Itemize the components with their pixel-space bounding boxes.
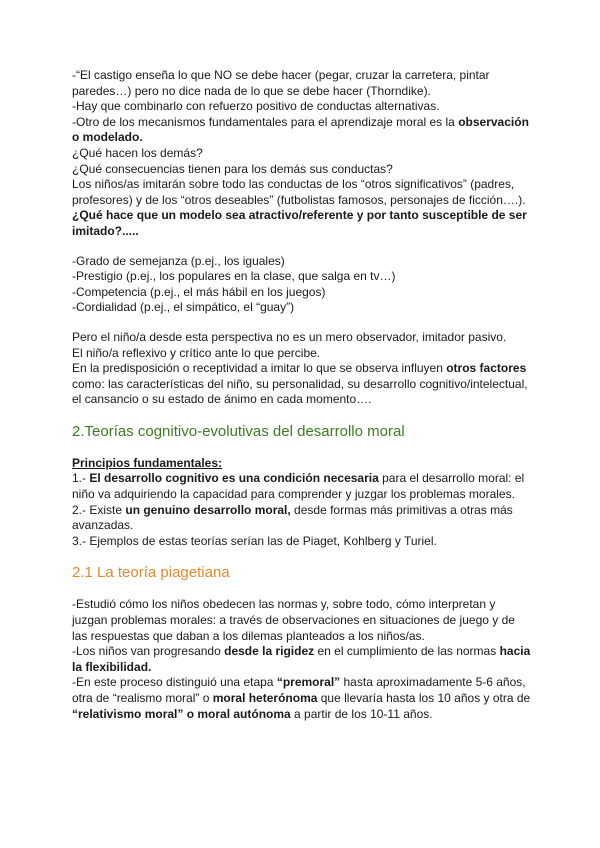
- text-pg2-a: -Los niños van progresando: [72, 644, 225, 659]
- text-pg3-a: -En este proceso distinguió una etapa: [72, 675, 277, 690]
- paragraph-estudio: -Estudió cómo los niños obedecen las normas y, sobre todo, cómo interpretan y juzgan problemas morales: a través de observaciones en situaciones de juego y de las respuestas que daban a los dilemas planteados a los niños/as.: [72, 597, 515, 643]
- bold-pr2: un genuino desarrollo moral,: [125, 502, 291, 517]
- bold-otros-factores: otros factores: [446, 361, 527, 376]
- list-item-cordialidad: -Cordialidad (p.ej., el simpático, el “guay”): [72, 300, 295, 315]
- text-pg3-e: que llevaría hasta los 10 años y otra de: [317, 691, 531, 705]
- section-heading-piagetiana: 2.1 La teoría piagetiana: [72, 564, 230, 582]
- bold-flexibilidad: hacia la flexibilidad.: [72, 644, 531, 674]
- paragraph-imitaran: [72, 177, 532, 239]
- text-caracteristicas: como: las características del niño, su personalidad, su desarrollo cognitivo/intelectual, el cansancio o su estado de ánimo en cada momento….: [72, 376, 528, 407]
- subheading-principios: Principios fundamentales:: [72, 455, 223, 470]
- paragraph-castigo: -“El castigo enseña lo que NO se debe hacer (pegar, cruzar la carretera, pintar paredes…) pero no dice nada de lo que se debe hacer (Thorndike).: [72, 68, 490, 98]
- text-pg3-c: hasta aproximadamente 5-6 años, otra de “realismo moral” o: [72, 675, 526, 705]
- bold-pr1: El desarrollo cognitivo es una condición necesaria: [89, 471, 379, 486]
- paragraph-refuerzo: -Hay que combinarlo con refuerzo positivo de conductas alternativas.: [72, 99, 440, 114]
- text-pg2-c: en el cumplimiento de las normas: [314, 644, 500, 659]
- question-consecuencias: ¿Qué consecuencias tienen para los demás sus conductas?: [72, 161, 393, 176]
- text-pr2-num: 2.- Existe: [72, 502, 126, 517]
- bold-modelo-atractivo: ¿Qué hace que un modelo sea atractivo/referente y por tanto susceptible de ser imitado?.....: [72, 208, 527, 238]
- paragraph-perspectiva: Pero el niño/a desde esta perspectiva no es un mero observador, imitador pasivo.: [72, 329, 507, 344]
- list-item-competencia: -Competencia (p.ej., el más hábil en los juegos): [72, 284, 326, 299]
- text-pr1-rest: para el desarrollo moral: el niño va adquiriendo la capacidad para comprender y juzgar los problemas morales.: [72, 471, 525, 502]
- paragraph-progresando: [72, 644, 532, 675]
- bold-heteronoma: moral heterónoma: [212, 691, 318, 705]
- question-que-hacen: ¿Qué hacen los demás?: [72, 145, 203, 160]
- section-heading-teorias: 2.Teorías cognitivo-evolutivas del desarrollo moral: [72, 422, 405, 440]
- text-imitaran: Los niños/as imitarán sobre todo las conductas de los “otros significativos” (padres, profesores) y de los “otros deseables” (futbolistas famosos, personajes de ficción….).: [72, 177, 526, 207]
- principle-3: 3.- Ejemplos de estas teorías serían las de Piaget, Kohlberg y Turiel.: [72, 533, 437, 548]
- list-item-prestigio: -Prestigio (p.ej., los populares en la clase, que salga en tv…): [72, 269, 396, 284]
- paragraph-etapas: [72, 675, 532, 722]
- bold-premoral: “premoral”: [276, 675, 341, 690]
- text-pr2-rest: desde formas más primitivas a otras más avanzadas.: [72, 502, 513, 533]
- text-pr1-num: 1.-: [72, 471, 90, 486]
- paragraph-reflexivo: El niño/a reflexivo y crítico ante lo que percibe.: [72, 345, 321, 360]
- paragraph-mecanismos: [72, 115, 532, 146]
- text-predisposicion: En la predisposición o receptividad a imitar lo que se observa influyen: [72, 361, 447, 376]
- text-pg3-g: a partir de los 10-11 años.: [290, 706, 433, 721]
- bold-observacion: observación o modelado.: [72, 114, 529, 145]
- bold-rigidez: desde la rigidez: [224, 644, 315, 659]
- document-page: [72, 68, 532, 722]
- principle-2: [72, 503, 532, 534]
- paragraph-predisposicion: [72, 361, 532, 408]
- principle-1: [72, 471, 532, 502]
- bold-autonoma: “relativismo moral” o moral autónoma: [72, 706, 291, 721]
- text-mecanismos: -Otro de los mecanismos fundamentales para el aprendizaje moral es la: [72, 114, 455, 129]
- list-item-semejanza: -Grado de semejanza (p.ej., los iguales): [72, 253, 285, 268]
